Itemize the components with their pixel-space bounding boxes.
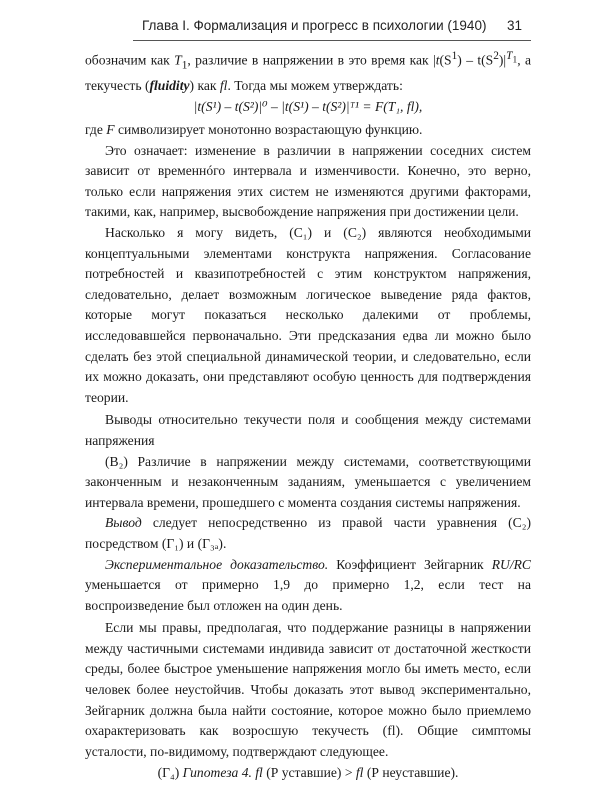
paragraph-conclusions-heading: Выводы относительно текучести поля и сообщения между системами напряжения [85, 412, 531, 448]
page-body [85, 46, 531, 786]
page-number: 31 [507, 18, 523, 33]
paragraph-derivation-b2: (B₂) Различие в напряжении между системами, соответствующими законченным и незаконченным заданиям, уменьшается с увеличением интервала времени, прошедшего с момента создания системы напряжения. [85, 453, 531, 510]
paragraph-derivation: Вывод следует непосредственно из правой части уравнения (C₂) посредством (Г₁) и (Г₃ₐ). [85, 515, 531, 551]
equation: |t(S¹) – t(S²)|⁰ – |t(S¹) – t(S²)|ᵀ¹ = F(T₁, fl), [193, 99, 423, 115]
hypothesis-4: (Г₄) Гипотеза 4. fl (Р уставшие) > fl (Р неуставшие). [157, 765, 459, 781]
paragraph-function-note: где F символизирует монотонно возрастающую функцию. [85, 122, 423, 138]
header-divider [133, 40, 531, 41]
paragraph-intro: обозначим как $T_1$, различие в напряжении в это время как $|t(S^1) - t(S^2)|^{T_1}$, а текучесть (fluidity) как fl. Тогда мы можем утверждать: [85, 50, 531, 93]
paragraph-constructs: Насколько я могу видеть, (C₁) и (C₂) являются необходимыми концептуальными элементами конструкта напряжения. Согласование потребностей и квазипотребностей с этим конструктом напряжения, следовательно, делает возможным логическое выведение ряда фактов, которые могут показаться несколько далекими от проблемы, исследовавшейся первоначально. Эти предсказания едва ли можно было сделать без этой специальной динамической теории, и следовательно, если их можно доказать, они представляют особую ценность для подтверждения теории. [85, 225, 531, 405]
paragraph-experimental-proof: Экспериментальное доказательство. Коэффициент Зейгарник RU/RC уменьшается от примерно 1,9 до примерно 1,2, если тест на воспроизведение был отложен на один день. [85, 556, 531, 613]
paragraph-fatigue: Если мы правы, предполагая, что поддержание разницы в напряжении между частичными системами индивида зависит от достаточной жесткости среды, более быстрое уменьшение напряжения могло бы иметь место, если человек более неустойчив. Чтобы доказать этот вывод экспериментально, Зейгарник должна была найти состояние, которое можно было приемлемо охарактеризовать как возросшую текучесть (fl). Общие симптомы усталости, по-видимому, подтверждают следующее. [85, 620, 531, 759]
running-header [0, 10, 600, 40]
chapter-title: Глава I. Формализация и прогресс в психологии (1940) [142, 18, 487, 33]
paragraph-meaning: Это означает: изменение в различии в напряжении соседних систем зависит от временнóго интервала и изменчивости. Конечно, это верно, только если напряжения этих систем не изменяются другими факторами, такими, как, например, высвобождение напряжения при достижении цели. [85, 142, 531, 220]
